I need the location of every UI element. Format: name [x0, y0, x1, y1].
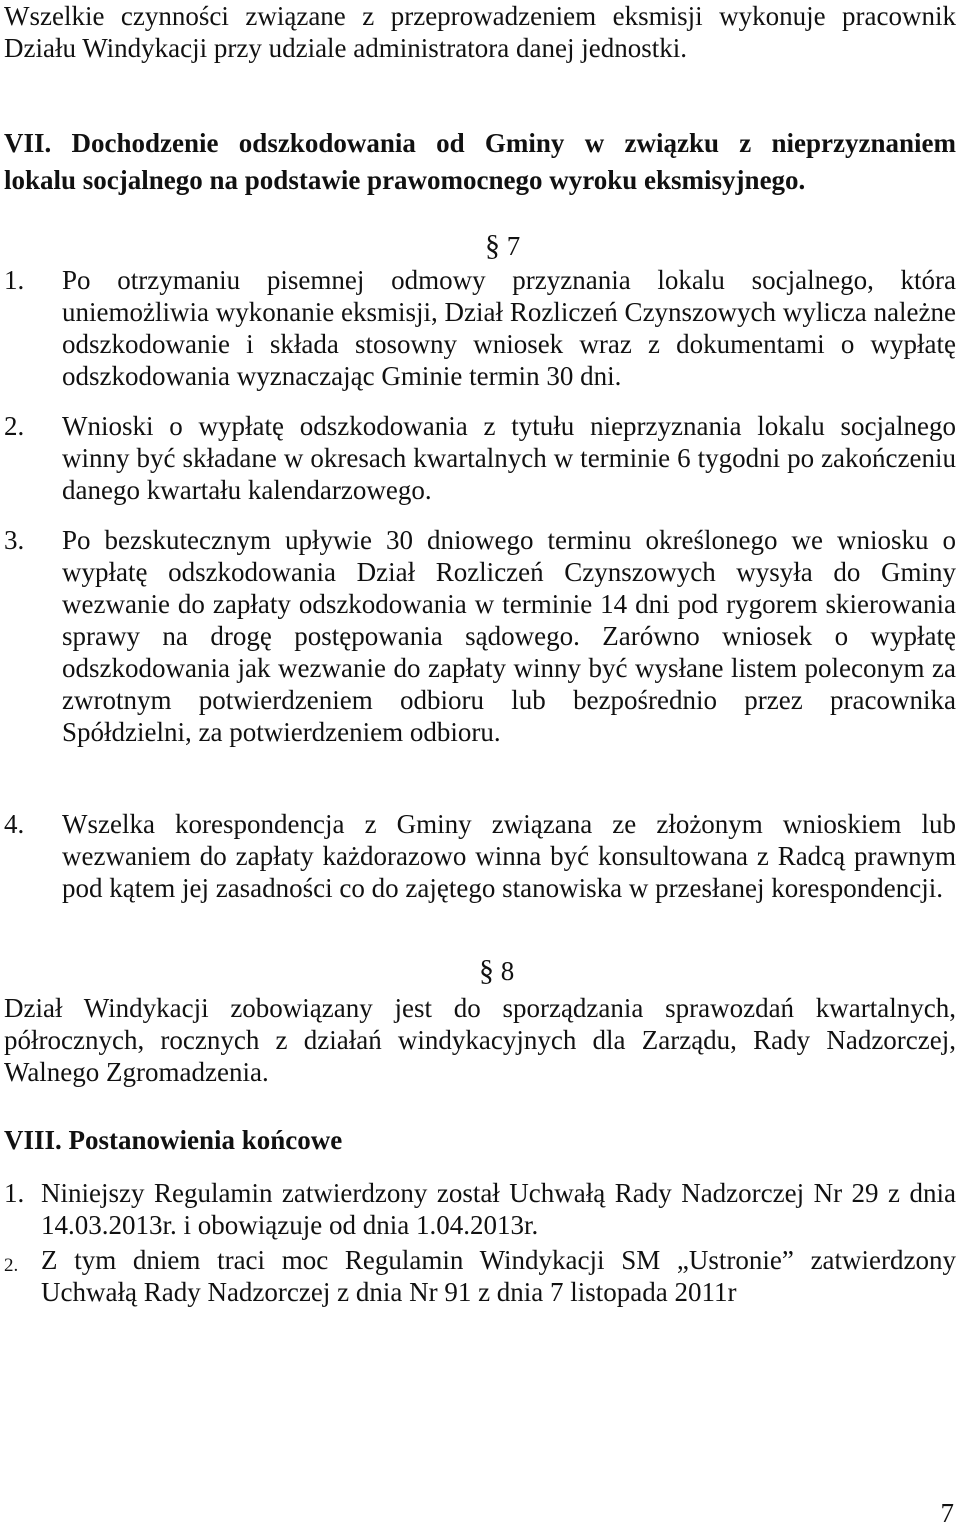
list-item-number: 1. — [4, 1178, 25, 1208]
paragraph-number: 8 — [500, 956, 515, 986]
section-heading-vii-line2: lokalu socjalnego na podstawie prawomocnego wyroku eksmisyjnego. — [4, 165, 806, 195]
list-item-7-1 — [4, 264, 956, 392]
list-item-number: 3. — [4, 525, 25, 555]
list-item-7-3 — [4, 524, 956, 748]
list-item-7-2 — [4, 410, 956, 506]
paragraph-7-marker — [485, 230, 520, 262]
intro-paragraph: Wszelkie czynności związane z przeprowadzeniem eksmisji wykonuje pracownik Działu Windykacji przy udziale administratora danej jednostki. — [4, 1, 956, 63]
list-item-number: 2. — [4, 1255, 19, 1276]
list-item-number: 1. — [4, 265, 25, 295]
list-item-number: 4. — [4, 809, 25, 839]
list-item-text: Z tym dniem traci moc Regulamin Windykacji SM „Ustronie” zatwierdzony Uchwałą Rady Nadzorczej z dnia Nr 91 z dnia 7 listopada 2011r — [41, 1245, 956, 1307]
list-item-text: Po bezskutecznym upływie 30 dniowego terminu określonego we wniosku o wypłatę odszkodowania Dział Rozliczeń Czynszowych wysyła do Gminy wezwanie do zapłaty odszkodowania w terminie 14 dni pod rygorem skierowania sprawy na drogę postępowania sądowego. Zarówno wniosek o wypłatę odszkodowania jak wezwanie do zapłaty winny być wysłane listem poleconym za zwrotnym potwierdzeniem odbioru lub bezpośrednio przez pracownika Spółdzielni, za potwierdzeniem odbioru. — [62, 525, 956, 747]
section-heading-vii-line1: VII. Dochodzenie odszkodowania od Gminy w związku z nieprzyznaniem — [4, 128, 956, 158]
list-item-text: Wszelka korespondencja z Gminy związana ze złożonym wnioskiem lub wezwaniem do zapłaty każdorazowo winna być konsultowana z Radcą prawnym pod kątem jej zasadności co do zajętego stanowiska w przesłanej korespondencji. — [62, 809, 956, 903]
paragraph-number: 7 — [506, 231, 521, 261]
section-symbol: § — [479, 954, 494, 987]
paragraph-8-text: Dział Windykacji zobowiązany jest do sporządzania sprawozdań kwartalnych, półrocznych, rocznych z działań windykacyjnych dla Zarządu, Rady Nadzorczej, Walnego Zgromadzenia. — [4, 993, 956, 1087]
list-item-number: 2. — [4, 411, 25, 441]
list-item-text: Niniejszy Regulamin zatwierdzony został Uchwałą Rady Nadzorczej Nr 29 z dnia 14.03.2013r. i obowiązuje od dnia 1.04.2013r. — [41, 1178, 956, 1240]
section-heading-viii: VIII. Postanowienia końcowe — [4, 1125, 343, 1155]
paragraph-8-marker — [479, 955, 514, 987]
list-item-text: Po otrzymaniu pisemnej odmowy przyznania lokalu socjalnego, która uniemożliwia wykonanie eksmisji, Dział Rozliczeń Czynszowych wylicza należne odszkodowanie i składa stosowny wniosek wraz z dokumentami o wypłatę odszkodowania wyznaczając Gminie termin 30 dni. — [62, 265, 956, 391]
page-number: 7 — [940, 1498, 954, 1528]
section-symbol: § — [485, 229, 500, 262]
list-item-text: Wnioski o wypłatę odszkodowania z tytułu nieprzyznania lokalu socjalnego winny być składane w okresach kwartalnych w terminie 6 tygodni po zakończeniu danego kwartału kalendarzowego. — [62, 411, 956, 505]
list-item-8-2 — [4, 1244, 956, 1308]
list-item-8-1 — [4, 1177, 956, 1241]
list-item-7-4 — [4, 808, 956, 904]
